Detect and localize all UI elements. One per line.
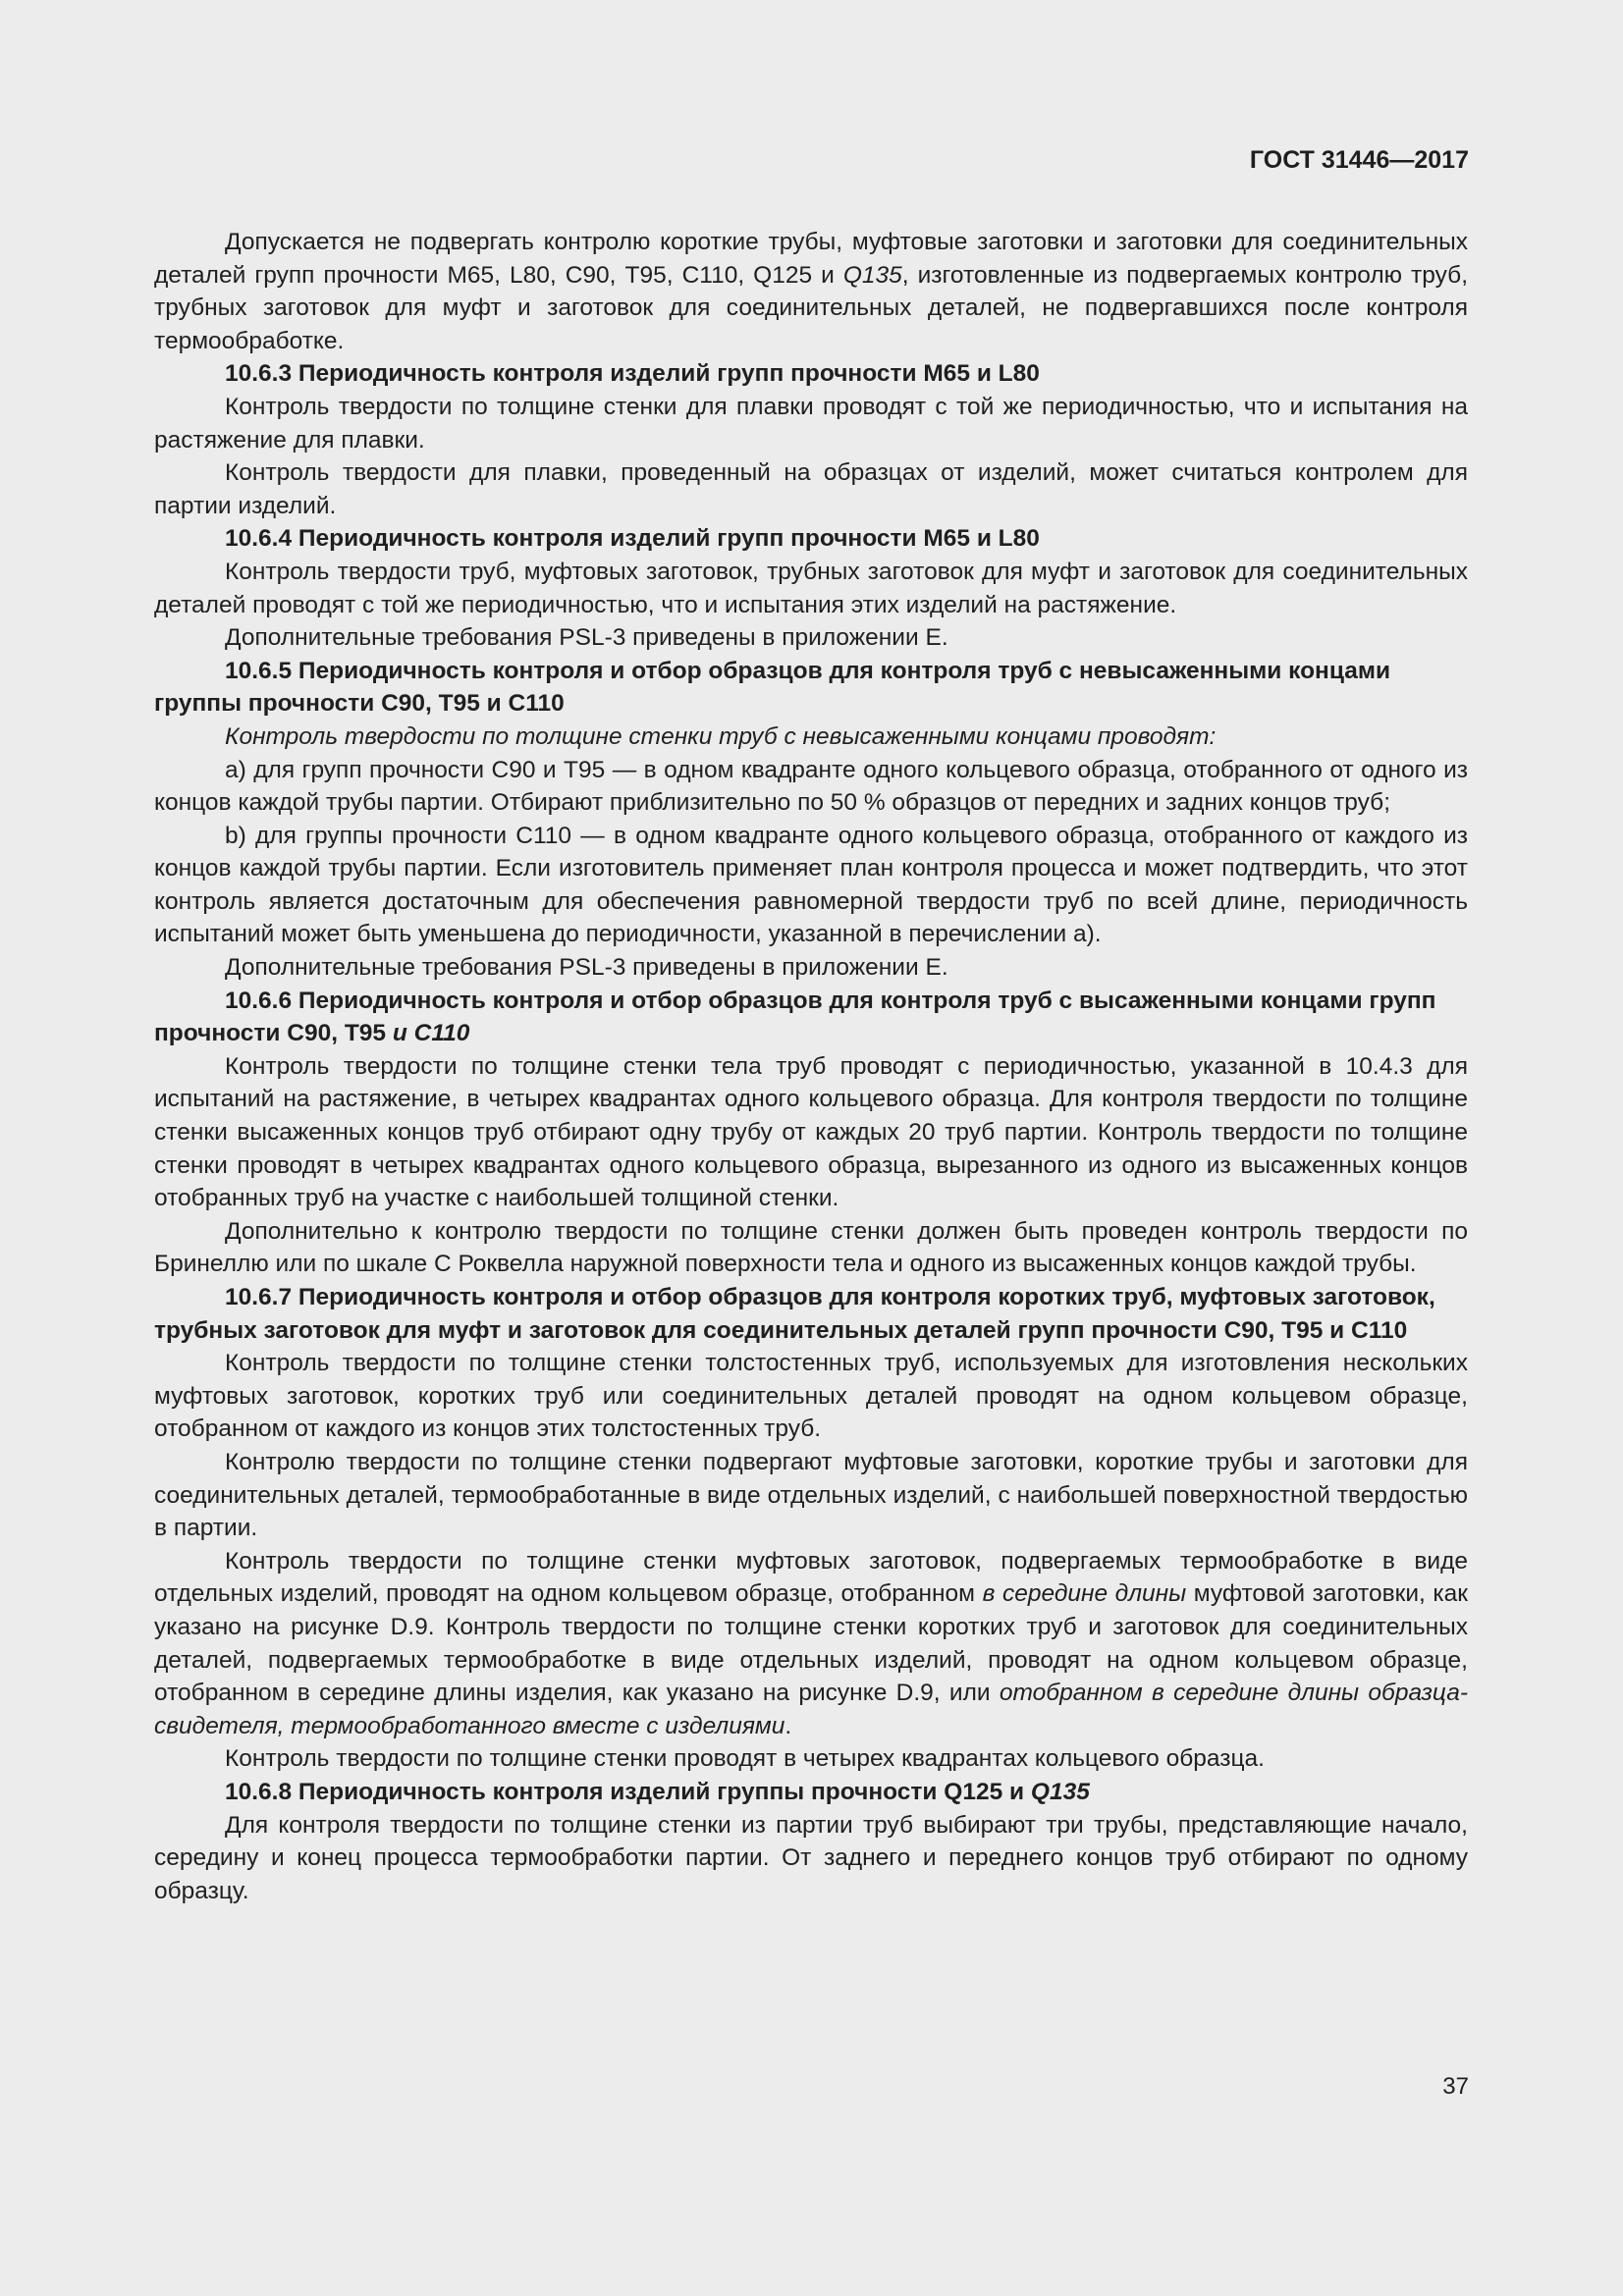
page-number: 37	[1442, 2073, 1469, 2100]
paragraph: Дополнительные требования PSL-3 приведены в приложении Е.	[225, 954, 948, 982]
paragraph: Дополнительные требования PSL-3 приведены в приложении Е.	[225, 624, 948, 652]
paragraph: Контроль твердости по толщине стенки тела труб проводят с периодичностью, указанной в 10.4.3 для испытаний на растяжение, в четырех квадрантах одного кольцевого образца. Для контроля твердости по толщине стенки высаженных концов труб отбирают одну трубу от каждых 20 труб партии. Контроль твердости по толщине стенки проводят в четырех квадрантах одного кольцевого образца, вырезанного из одного из высаженных концов отобранных труб на участке с наибольшей толщиной стенки.	[154, 1052, 1468, 1212]
list-item: b) для группы прочности С110 — в одном квадранте одного кольцевого образца, отобранного от каждого из концов каждой трубы партии. Если изготовитель применяет план контроля процесса и может подтвердить, что этот контроль является достаточным для обеспечения равномерной твердости труб по всей длине, периодичность испытаний может быть уменьшена до периодичности, указанной в перечислении а).	[154, 822, 1468, 948]
section-heading-10-6-3: 10.6.3 Периодичность контроля изделий групп прочности М65 и L80	[225, 360, 1040, 388]
paragraph: Контроль твердости по толщине стенки труб с невысаженными концами проводят:	[225, 722, 1217, 750]
section-heading-10-6-4: 10.6.4 Периодичность контроля изделий групп прочности М65 и L80	[225, 525, 1040, 553]
section-heading-10-6-5: 10.6.5 Периодичность контроля и отбор образцов для контроля труб с невысаженными концами группы прочности С90, Т95 и С110	[154, 657, 1391, 718]
section-heading-10-6-6: 10.6.6 Периодичность контроля и отбор образцов для контроля труб с высаженными концами групп прочности С90, Т95 и С110	[154, 987, 1436, 1047]
paragraph: Контроль твердости труб, муфтовых заготовок, трубных заготовок для муфт и заготовок для соединительных деталей проводят с той же периодичностью, что и испытания этих изделий на растяжение.	[154, 558, 1468, 618]
section-heading-10-6-7: 10.6.7 Периодичность контроля и отбор образцов для контроля коротких труб, муфтовых заготовок, трубных заготовок для муфт и заготовок для соединительных деталей групп прочности С90, Т95 и С110	[154, 1284, 1435, 1344]
paragraph: Контроль твердости по толщине стенки муфтовых заготовок, подвергаемых термообработке в виде отдельных изделий, проводят на одном кольцевом образце, отобранном в середине длины муфтовой заготовки, как указано на рисунке D.9. Контроль твердости по толщине стенки коротких труб и заготовок для соединительных деталей, подвергаемых термообработке в виде отдельных изделий, проводят на одном кольцевом образце, отобранном в середине длины изделия, как указано на рисунке D.9, или отобранном в середине длины образца-свидетеля, термообработанного вместе с изделиями.	[154, 1547, 1468, 1739]
document-body	[154, 226, 1468, 1907]
paragraph: Контролю твердости по толщине стенки подвергают муфтовые заготовки, короткие трубы и заготовки для соединительных деталей, термообработанные в виде отдельных изделий, с наибольшей поверхностной твердостью в партии.	[154, 1448, 1468, 1542]
section-heading-10-6-8: 10.6.8 Периодичность контроля изделий группы прочности Q125 и Q135	[225, 1778, 1090, 1805]
paragraph: Дополнительно к контролю твердости по толщине стенки должен быть проведен контроль твердости по Бринеллю или по шкале С Роквелла наружной поверхности тела и одного из высаженных концов каждой трубы.	[154, 1217, 1468, 1278]
document-header: ГОСТ 31446—2017	[1249, 146, 1469, 174]
paragraph: Контроль твердости для плавки, проведенный на образцах от изделий, может считаться контролем для партии изделий.	[154, 459, 1468, 519]
paragraph: Контроль твердости по толщине стенки проводят в четырех квадрантах кольцевого образца.	[225, 1745, 1265, 1773]
paragraph: Контроль твердости по толщине стенки толстостенных труб, используемых для изготовления нескольких муфтовых заготовок, коротких труб или соединительных деталей проводят на одном кольцевом образце, отобранном от каждого из концов этих толстостенных труб.	[154, 1350, 1468, 1443]
paragraph: Контроль твердости по толщине стенки для плавки проводят с той же периодичностью, что и испытания на растяжение для плавки.	[154, 393, 1468, 454]
paragraph: Допускается не подвергать контролю короткие трубы, муфтовые заготовки и заготовки для соединительных деталей групп прочности М65, L80, С90, Т95, С110, Q125 и Q135, изготовленные из подвергаемых контролю труб, трубных заготовок для муфт и заготовок для соединительных деталей, не подвергавшихся после контроля термообработке.	[154, 229, 1468, 354]
list-item: а) для групп прочности С90 и Т95 — в одном квадранте одного кольцевого образца, отобранного от одного из концов каждой трубы партии. Отбирают приблизительно по 50 % образцов от передних и задних концов труб;	[154, 756, 1468, 817]
paragraph: Для контроля твердости по толщине стенки из партии труб выбирают три трубы, представляющие начало, середину и конец процесса термообработки партии. От заднего и переднего концов труб отбирают по одному образцу.	[154, 1811, 1468, 1904]
